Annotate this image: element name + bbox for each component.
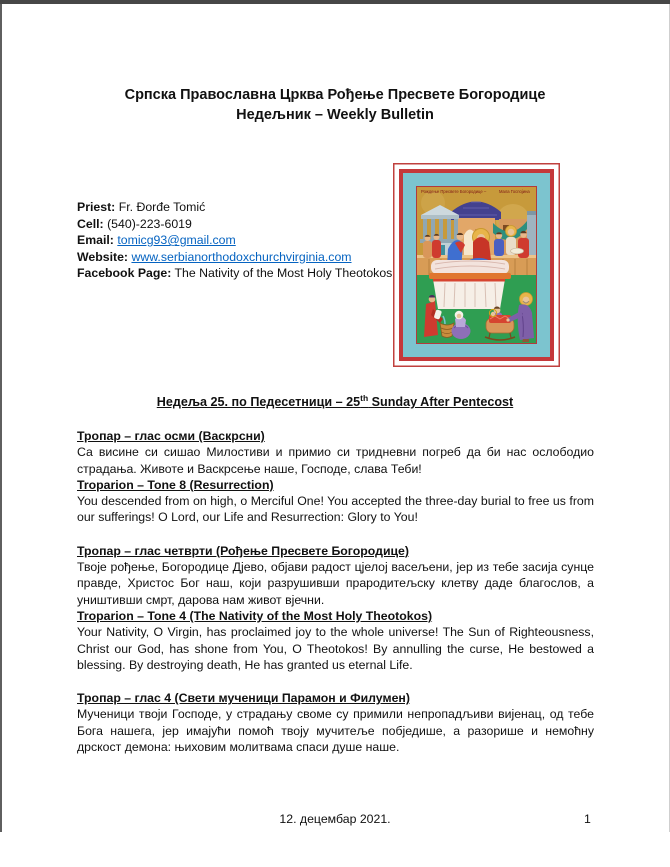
contact-facebook [77,265,407,282]
website-label: Website: [77,249,129,264]
facebook-label: Facebook Page: [77,266,172,281]
document-title [0,85,670,125]
title-line-serbian: Српска Православна Црква Рођење Пресвете Богородице [124,87,546,103]
troparia-content [77,428,594,755]
heading-ordinal-suffix: th [360,393,369,403]
section-heading: Troparion – Tone 4 (The Nativity of the Most Holy Theotokos) [77,608,433,623]
facebook-value: The Nativity of the Most Holy Theotokos [174,266,393,281]
window-top-edge [0,0,670,4]
section-tropar-glas-osmi [77,428,594,477]
section-tropar-glas-4-martyrs [77,690,594,755]
footer-date: 12. децембар 2021. [279,812,391,826]
section-body: Са висине си сишао Милостиви и примио си тридневни погреб да би нас ослободио страдања. Животе и Васкрсење наше, Господе, слава Теби! [77,445,594,476]
contact-block [77,199,407,282]
contact-cell [77,216,407,233]
priest-label: Priest: [77,200,116,214]
nativity-theotokos-icon-image [393,163,560,367]
section-heading: Troparion – Tone 8 (Resurrection) [77,477,274,492]
section-body: Твоје рођење, Богородице Дјево, објави радост цјелој васељени, јер из тебе засија сунце правде, Христос Бог наш, који разрушивши прародитељску клетву даде благослов, а уништивши смрт, дарова нам живот вјечни. [77,560,594,607]
email-link[interactable]: tomicg93@gmail.com [117,233,236,248]
section-body: You descended from on high, o Merciful One! You accepted the three-day burial to free us from our sufferings! O Lord, our Life and Resurrection: Glory to You! [77,494,594,525]
contact-email [77,232,407,249]
section-heading: Тропар – глас 4 (Свети мученици Парамон и Филумен) [77,691,410,706]
website-link[interactable]: www.serbianorthodoxchurchvirginia.com [131,249,352,264]
section-body: Your Nativity, O Virgin, has proclaimed joy to the whole universe! The Sun of Righteousness, Christ our God, has shone from You, O Theotokos! By annulling the curse, He bestowed a blessing. By destroying death, He has granted us eternal Life. [77,625,594,672]
contact-priest [77,199,407,216]
section-heading: Тропар – глас осми (Васкрсни) [77,429,265,443]
section-troparion-tone-8 [77,477,594,526]
sunday-heading [0,393,670,409]
cell-value: (540)-223-6019 [107,216,192,231]
section-body: Мученици твоји Господе, у страдању своме су примили непропадљиви вијенац, од тебе Бога нашега, јер имајући помоћ твоју мучитеље побједише, а разорише и немоћну дрскост демона: њиховим молитвама спаси душе наше. [77,707,594,755]
priest-value: Fr. Đorđe Tomić [118,200,206,214]
email-label: Email: [77,233,114,248]
section-heading: Тропар – глас четврти (Рођење Пресвете Богородице) [77,543,409,558]
window-left-edge [0,4,2,832]
nativity-icon-graphic [393,163,560,367]
page-number: 1 [584,812,591,826]
icon-inscription-right: Мала Госпојина [499,189,530,194]
cell-label: Cell: [77,216,104,231]
icon-inscription-left: Рождење Пресвете Богородице – [421,189,487,194]
heading-english: Sunday After Pentecost [368,395,514,410]
section-tropar-glas-cetvrti [77,543,594,608]
contact-website [77,249,407,266]
heading-serbian: Недеља 25. по Педесетници – 25 [156,395,361,410]
title-line-english: Недељник – Weekly Bulletin [236,107,434,123]
section-troparion-tone-4 [77,608,594,673]
